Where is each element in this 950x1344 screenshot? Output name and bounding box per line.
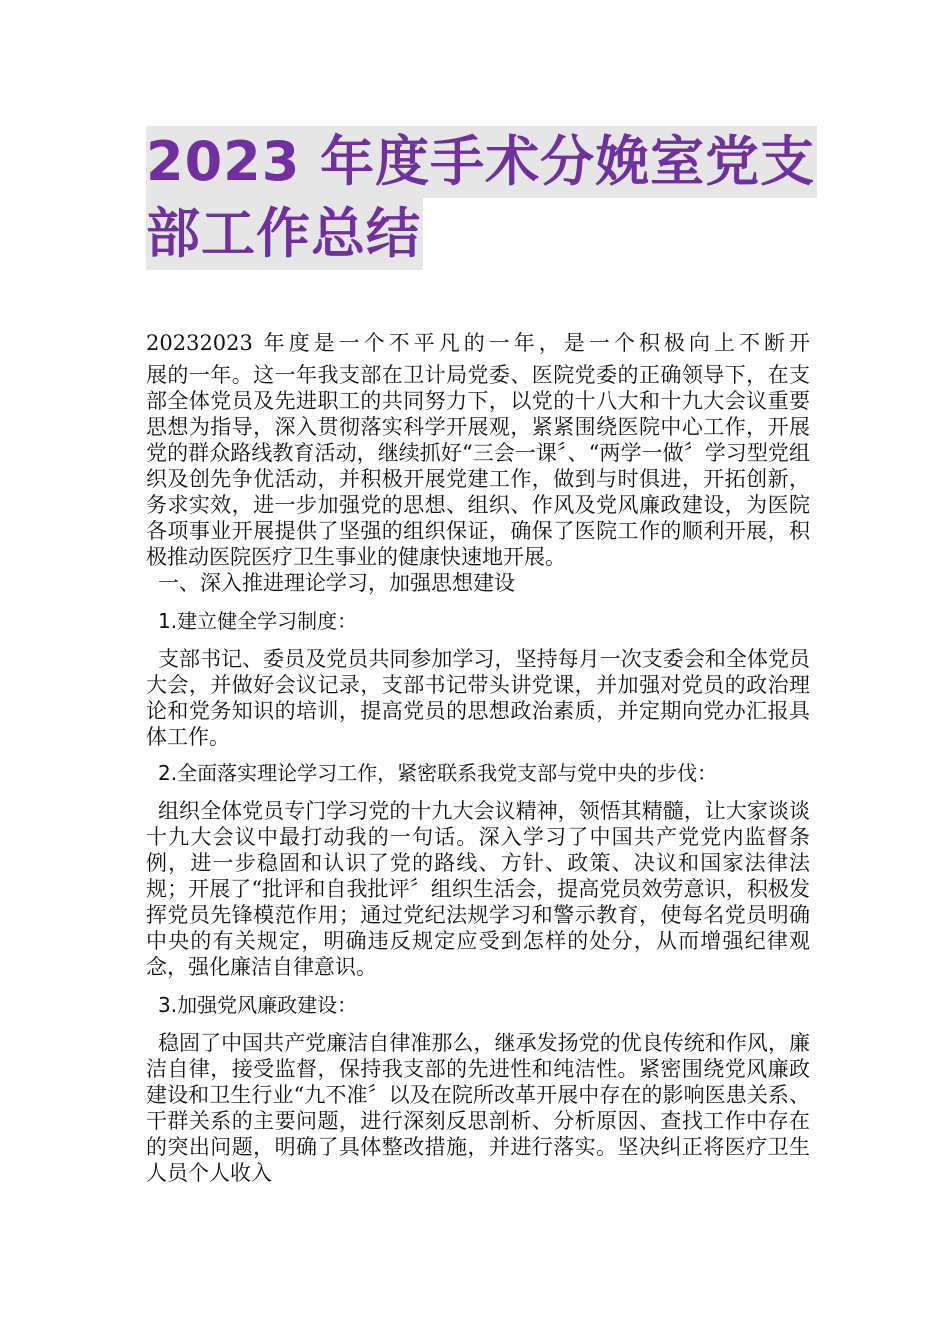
document-title [146,126,816,270]
intro-first-line: 20232023 年度是一个不平凡的一年，是一个积极向上不断开 [146,331,810,355]
item-1-title-text: 建立健全学习制度： [177,609,358,633]
item-3-number: 3. [158,993,178,1017]
item-1-number: 1. [158,609,178,633]
section-heading-1: 一、深入推进理论学习，加强思想建设 [158,571,515,595]
title-line-1: 2023 年度手术分娩室党支 [146,126,817,198]
document-body [146,330,810,1186]
item-2-title-text: 全面落实理论学习工作，紧密联系我党支部与党中央的步伐： [177,761,718,785]
intro-paragraph: 展的一年。这一年我支部在卫计局党委、医院党委的正确领导下，在支部全体党员及先进职工的共同努力下，以党的十八大和十九大会议重要思想为指导，深入贯彻落实科学开展观，紧紧围绕医院中心工作，开展党的群众路线教育活动，继续抓好“三会一课〞、“两学一做〞学习型党组织及创先争优活动，并积极开展党建工作，做到与时俱进，开拓创新，务求实效，进一步加强党的思想、组织、作风及党风廉政建设，为医院各项事业开展提供了坚强的组织保证，确保了医院工作的顺利开展，积极推动医院医疗卫生事业的健康快速地开展。 [146,363,810,569]
item-2-number: 2. [158,761,178,785]
item-3-title-text: 加强党风廉政建设： [177,993,358,1017]
item-2-body: 组织全体党员专门学习党的十九大会议精神，领悟其精髓，让大家谈谈十九大会议中最打动我的一句话。深入学习了中国共产党党内监督条例，进一步稳固和认识了党的路线、方针、政策、决议和国家法律法规；开展了“批评和自我批评〞组织生活会，提高党员效劳意识，积极发挥党员先锋模范作用；通过党纪法规学习和警示教育，使每名党员明确中央的有关规定，明确违反规定应受到怎样的处分，从而增强纪律观念，强化廉洁自律意识。 [146,799,810,979]
item-3-body: 稳固了中国共产党廉洁自律准那么，继承发扬党的优良传统和作风，廉洁自律，接受监督，保持我支部的先进性和纯洁性。紧密围绕党风廉政建设和卫生行业“九不准〞以及在院所改革开展中存在的影响医患关系、干群关系的主要问题，进行深刻反思剖析、分析原因、查找工作中存在的突出问题，明确了具体整改措施，并进行落实。坚决纠正将医疗卫生人员个人收入 [146,1031,810,1185]
item-1-title [146,608,810,634]
title-line-2: 部工作总结 [146,198,423,270]
item-2-title [146,760,810,786]
item-1-body: 支部书记、委员及党员共同参加学习，坚持每月一次支委会和全体党员大会，并做好会议记录，支部书记带头讲党课，并加强对党员的政治理论和党务知识的培训，提高党员的思想政治素质，并定期向党办汇报具体工作。 [146,647,810,749]
item-3-title [146,992,810,1018]
